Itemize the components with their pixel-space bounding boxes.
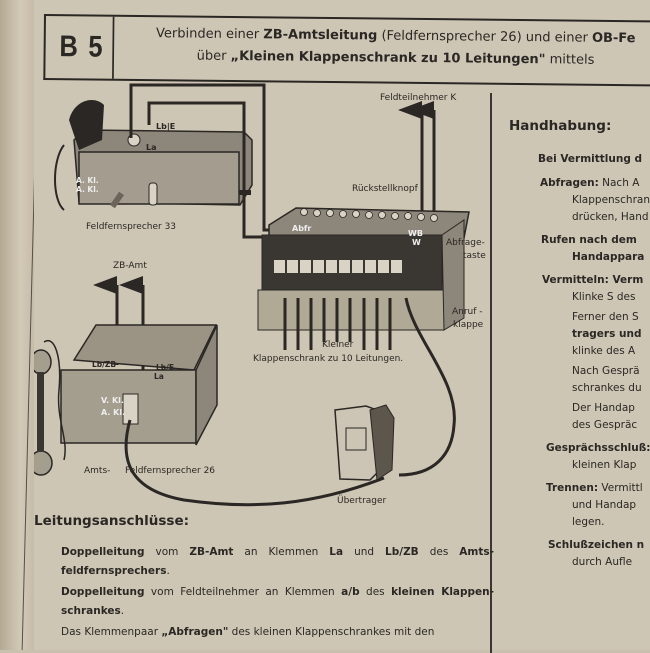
label-ff26-lbzb: Lb/ZB	[92, 360, 117, 369]
entry-gespraechsschluss: Gesprächsschluß: kleinen Klap	[546, 442, 650, 471]
label-ff33-lbe: Lb|E	[156, 122, 176, 131]
label-ff26-lbe: Lb/E	[156, 363, 175, 372]
label-abfr: Abfr	[292, 224, 312, 233]
label-ff26-name: Feldfernsprecher 26	[125, 466, 216, 476]
label-zb-amt: ZB-Amt	[113, 261, 147, 271]
entry-rufen: Rufen nach dem Handappara	[541, 234, 645, 263]
section-header	[43, 14, 650, 87]
label-rueckstellknopf: Rückstellknopf	[352, 184, 418, 194]
label-feldteilnehmer-k: Feldteilnehmer K	[380, 93, 457, 103]
label-ff33-akl1: A. Kl.	[76, 176, 99, 185]
entry-vermitteln: Vermitteln: Verm Klinke S des Ferner den S tragers und klinke des A Nach Gesprä schrankes du Der Handap des Gespräc	[542, 274, 644, 431]
label-anrufklappe-2: klappe	[453, 320, 484, 330]
label-ff26-vkl: V. Kl.	[101, 396, 124, 405]
section-code: B 5	[51, 16, 115, 79]
label-anrufklappe-1: Anruf -	[452, 307, 483, 317]
label-klappenschrank: Klappenschrank zu 10 Leitungen.	[253, 354, 404, 364]
label-abfragetaste-1: Abfrage-	[446, 238, 485, 248]
entry-abfragen: Abfragen: Nach A Klappenschran drücken, Hand	[540, 177, 650, 223]
label-ff33-la: La	[146, 143, 157, 152]
book-binding	[0, 0, 34, 650]
handhabung-title: Handhabung:	[509, 118, 612, 134]
wiring-diagram	[34, 80, 490, 510]
uebertrager-illustration	[335, 405, 394, 480]
leitungsanschluesse-section	[34, 512, 494, 644]
label-kleiner: Kleiner	[322, 340, 354, 350]
paragraph-feldteilnehmer: Doppelleitung vom Feldteilnehmer an Klemmen a/b des kleinen Klappen-schrankes.	[61, 586, 494, 617]
entry-schlusszeichen: Schlußzeichen n durch Aufle	[548, 539, 645, 568]
label-uebertrager: Übertrager	[337, 496, 387, 506]
section-title: Verbinden einer ZB-Amtsleitung (Feldfernsprecher 26) und einer OB-Fe über „Kleinen Klappenschrank zu 10 Leitungen" mittels	[155, 26, 636, 68]
label-abfragetaste-2: taste	[463, 251, 486, 261]
label-ff33-akl2: A. Kl.	[76, 185, 99, 194]
label-ff26-akl: A. Kl.	[101, 408, 126, 417]
entry-vermittlung: Bei Vermittlung d	[538, 153, 643, 165]
label-feldfernsprecher-33: Feldfernsprecher 33	[86, 222, 177, 232]
label-ff26-la: La	[154, 372, 164, 381]
paragraph-zb-amt: Doppelleitung vom ZB-Amt an Klemmen La und Lb/ZB des Amts-feldfernsprechers.	[61, 546, 494, 577]
label-ff26-amts: Amts-	[84, 466, 111, 476]
label-w: W	[412, 238, 421, 247]
label-wb: WB	[408, 229, 423, 238]
paragraph-abfragen: Das Klemmenpaar „Abfragen" des kleinen Klappenschrankes mit den	[61, 626, 435, 638]
handhabung-section	[492, 110, 650, 574]
entry-trennen: Trennen: Vermittl und Handap legen.	[546, 482, 643, 528]
leitungsanschluesse-title: Leitungsanschlüsse:	[34, 513, 189, 529]
